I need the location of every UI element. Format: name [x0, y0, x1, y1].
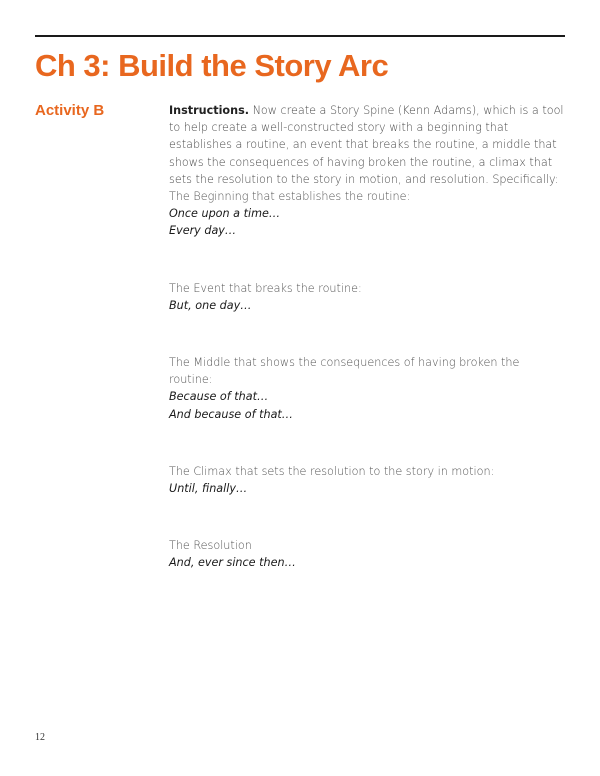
activity-label: Activity B	[35, 102, 105, 119]
section-prompt: And, ever since then…	[169, 556, 296, 570]
instructions-text: Now create a Story Spine (Kenn Adams), which is a tool to help create a well-constructed story with a beginning that establishes a routine, an event that breaks the routine, a middle that shows the consequences of having broken the routine, a climax that sets the resolution to the story in motion, and resolution. Specifically:	[169, 104, 564, 186]
section-prompt: Until, finally…	[169, 482, 248, 496]
section-heading: The Event that breaks the routine:	[169, 281, 362, 295]
section-prompt: Because of that…	[169, 390, 269, 404]
story-section-resolution	[169, 537, 565, 571]
section-heading: The Climax that sets the resolution to the story in motion:	[169, 464, 495, 478]
chapter-title: Ch 3: Build the Story Arc	[35, 48, 389, 83]
story-section-middle	[169, 354, 565, 423]
section-prompt: Once upon a time…	[169, 207, 281, 221]
section-heading: The Middle that shows the consequences of having broken the routine:	[169, 356, 520, 387]
section-prompt: Every day…	[169, 224, 237, 238]
top-rule	[35, 35, 565, 37]
section-heading: The Resolution	[169, 539, 252, 553]
story-section-climax	[169, 463, 565, 497]
story-section-beginning	[169, 188, 565, 240]
instructions-lead: Instructions.	[169, 104, 249, 117]
instructions-paragraph	[169, 102, 565, 188]
story-section-event	[169, 280, 565, 314]
activity-content	[169, 102, 565, 612]
section-prompt: And because of that…	[169, 407, 293, 421]
section-heading: The Beginning that establishes the routine:	[169, 190, 411, 204]
section-prompt: But, one day…	[169, 298, 252, 312]
page-number: 12	[35, 732, 45, 743]
